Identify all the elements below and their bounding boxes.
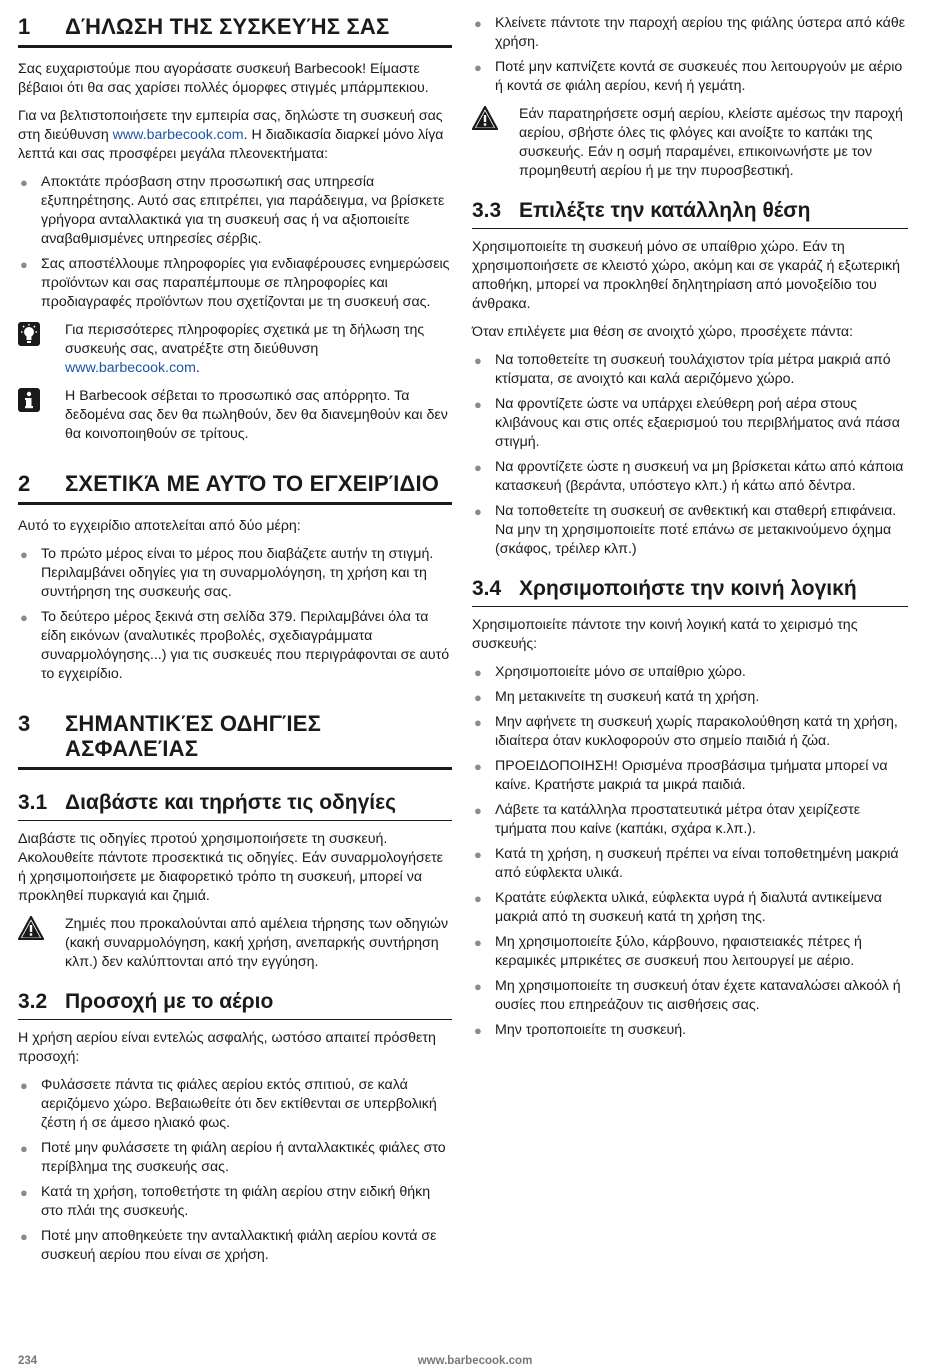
list-item-text: Χρησιμοποιείτε μόνο σε υπαίθριο χώρο.: [495, 664, 746, 680]
subsection-number: 3.3: [472, 199, 502, 222]
list-item: [18, 1227, 452, 1265]
section-title: ΣΧΕΤΙΚΆ ΜΕ ΑΥΤΌ ΤΟ ΕΓΧΕΙΡΊΔΙΟ: [65, 471, 440, 496]
warning-triangle-icon: [18, 915, 65, 972]
section-title-line: ΑΣΦΑΛΕΊΑΣ: [65, 736, 199, 761]
list-item: [18, 173, 452, 249]
warning-text: Εάν παρατηρήσετε οσμή αερίου, κλείστε αμέσως την παροχή αερίου, σβήστε όλες τις φλόγες και ανοίξτε το καπάκι της συσκευής. Εάν η οσμή παραμένει, επικοινωνήστε με τον προμηθευτή αερίου ή με την πυροσβεστική.: [519, 106, 903, 179]
bullet-icon: ●: [20, 1185, 28, 1200]
bullet-icon: ●: [20, 257, 28, 272]
list-item: [472, 889, 908, 927]
list-item-text: Να τοποθετείτε τη συσκευή τουλάχιστον τρία μέτρα μακριά από κτίσματα, σε ανοιχτό και καλά αεριζόμενο χώρο.: [495, 352, 891, 387]
paragraph: Χρησιμοποιείτε πάντοτε την κοινή λογική κατά το χειρισμό της συσκευής:: [472, 617, 858, 652]
subsection-number: 3.2: [18, 990, 48, 1013]
bullet-icon: ●: [474, 759, 482, 774]
bullet-icon: ●: [474, 690, 482, 705]
list-item: [472, 14, 908, 52]
warning-text: Ζημιές που προκαλούνται από αμέλεια τήρησης των οδηγιών (κακή συναρμολόγηση, κακή χρήση, ανεπαρκής συντήρηση κλπ.) δεν καλύπτονται από την εγγύηση.: [65, 916, 449, 970]
bullet-icon: ●: [474, 504, 482, 519]
bullet-icon: ●: [474, 16, 482, 31]
section-1-heading: [18, 14, 452, 48]
bullet-icon: ●: [474, 397, 482, 412]
bullet-icon: ●: [474, 353, 482, 368]
list-item: [472, 845, 908, 883]
list-item: [18, 545, 452, 602]
list-item: [18, 255, 452, 312]
subsection-3-4-heading: [472, 576, 908, 607]
list-item-text: Κατά τη χρήση, τοποθετήστε τη φιάλη αερίου στην ειδική θήκη στο πλάι της συσκευής.: [41, 1184, 431, 1219]
paragraph: Σας ευχαριστούμε που αγοράσατε συσκευή Barbecook! Είμαστε βέβαιοι ότι θα σας χαρίσει πολλές όμορφες στιγμές μπάρμπεκιου.: [18, 61, 429, 96]
right-column: [472, 14, 908, 1049]
bullet-list: [472, 351, 908, 559]
section-title: [65, 711, 321, 761]
bullet-icon: ●: [474, 60, 482, 75]
bullet-icon: ●: [474, 803, 482, 818]
list-item-text: Μη χρησιμοποιείτε τη συσκευή όταν έχετε καταναλώσει αλκοόλ ή ουσίες που επηρεάζουν τις αισθήσεις σας.: [495, 978, 901, 1013]
list-item-text: Σας αποστέλλουμε πληροφορίες για ενδιαφέρουσες ενημερώσεις προϊόντων και σας παραπέμπουμε σε πληροφορίες και προδιαγραφές προϊόντων που σχετίζονται με τη συσκευή σας.: [41, 256, 450, 310]
bullet-list: [472, 14, 908, 96]
subsection-number: 3.1: [18, 791, 48, 814]
list-item: [472, 688, 908, 707]
list-item-text: Να τοποθετείτε τη συσκευή σε ανθεκτική και σταθερή επιφάνεια. Να μην τη χρησιμοποιείτε ποτέ επάνω σε μετακινούμενο όχημα (σκάφος, τρέιλερ κλπ.): [495, 503, 897, 557]
info-text: Η Barbecook σέβεται το προσωπικό σας απόρρητο. Τα δεδομένα σας δεν θα πωληθούν, δεν θα διανεμηθούν και δεν θα κοινοποιηθούν σε τρίτους.: [65, 388, 448, 442]
text: Για περισσότερες πληροφορίες σχετικά με τη δήλωση της συσκευής σας, ανατρέξτε στη διεύθυνση: [65, 322, 425, 357]
bullet-icon: ●: [20, 610, 28, 625]
bullet-icon: ●: [20, 547, 28, 562]
bullet-icon: ●: [474, 1023, 482, 1038]
list-item-text: Μη χρησιμοποιείτε ξύλο, κάρβουνο, ηφαιστειακές πέτρες ή κεραμικές μπρικέτες σε συσκευή που λειτουργεί με αέριο.: [495, 934, 862, 969]
bullet-icon: ●: [474, 847, 482, 862]
paragraph: Η χρήση αερίου είναι εντελώς ασφαλής, ωστόσο απαιτεί πρόσθετη προσοχή:: [18, 1030, 436, 1065]
bullet-icon: ●: [20, 175, 28, 190]
subsection-number: 3.4: [472, 577, 502, 600]
list-item-text: Κλείνετε πάντοτε την παροχή αερίου της φιάλης ύστερα από κάθε χρήση.: [495, 15, 906, 50]
list-item: [18, 1183, 452, 1221]
info-icon: [18, 387, 65, 444]
list-item-text: Να φροντίζετε ώστε η συσκευή να μη βρίσκεται κάτω από κάποια κατασκευή (βεράντα, υπόστεγο κλπ.) ή κάτω από δέντρα.: [495, 459, 904, 494]
text: . Η διαδικασία διαρκεί μόνο λίγα λεπτά και σας προσφέρει μεγάλα πλεονεκτήματα:: [18, 127, 444, 162]
list-item: [18, 1076, 452, 1133]
list-item-text: Αποκτάτε πρόσβαση στην προσωπική σας υπηρεσία εξυπηρέτησης. Αυτό σας επιτρέπει, για παράδειγμα, να βρίσκετε γρήγορα ανταλλακτικά για τη συσκευή σας ή να αξιοποιείτε αναβαθμισμένες υπηρεσίες σέρβις.: [41, 174, 445, 247]
left-column: [18, 14, 452, 1274]
barbecook-link[interactable]: www.barbecook.com: [112, 127, 244, 143]
section-number: 3: [18, 711, 31, 736]
list-item-text: Ποτέ μην καπνίζετε κοντά σε συσκευές που λειτουργούν με αέριο ή κοντά σε φιάλη αερίου, κενή ή γεμάτη.: [495, 59, 903, 94]
bullet-icon: ●: [474, 460, 482, 475]
page-number: 234: [18, 1355, 38, 1367]
footer-url: www.barbecook.com: [417, 1355, 533, 1367]
warning-note: [472, 105, 908, 181]
section-number: 2: [18, 471, 31, 496]
tip-text: [65, 321, 452, 378]
list-item-text: Το δεύτερο μέρος ξεκινά στη σελίδα 379. Περιλαμβάνει όλα τα είδη εικόνων (αναλυτικές προβολές, σχεδιαγράμματα συναρμολόγησης...) για τις συσκευές που περιγράφονται σε αυτό το εγχειρίδιο.: [41, 609, 450, 682]
paragraph: Όταν επιλέγετε μια θέση σε ανοιχτό χώρο, προσέχετε πάντα:: [472, 324, 854, 340]
paragraph: Χρησιμοποιείτε τη συσκευή μόνο σε υπαίθριο χώρο. Εάν τη χρησιμοποιήσετε σε κλειστό χώρο, ακόμη και σε γκαράζ ή εξωτερική αποθήκη, μπορεί να προκληθεί δηλητηρίαση από μονοξείδιο του άνθρακα.: [472, 239, 900, 312]
list-item: [472, 757, 908, 795]
list-item: [472, 977, 908, 1015]
section-3-heading: [18, 711, 452, 770]
bullet-icon: ●: [474, 979, 482, 994]
list-item-text: Λάβετε τα κατάλληλα προστατευτικά μέτρα όταν χειρίζεστε τμήματα που καίνε (καπάκι, σχάρα κ.λπ.).: [495, 802, 861, 837]
subsection-title: Διαβάστε και τηρήστε τις οδηγίες: [65, 791, 397, 814]
subsection-title: Χρησιμοποιήστε την κοινή λογική: [519, 577, 857, 600]
lightbulb-icon: [18, 321, 65, 378]
subsection-3-3-heading: [472, 198, 908, 229]
list-item: [472, 713, 908, 751]
subsection-3-2-heading: [18, 989, 452, 1020]
section-number: 1: [18, 14, 31, 39]
list-item-text: Ποτέ μην αποθηκεύετε την ανταλλακτική φιάλη αερίου κοντά σε συσκευή αερίου που είναι σε χρήση.: [41, 1228, 437, 1263]
list-item: [472, 351, 908, 389]
subsection-title: Επιλέξτε την κατάλληλη θέση: [519, 199, 811, 222]
bullet-icon: ●: [474, 935, 482, 950]
paragraph: [18, 107, 452, 164]
bullet-list: [472, 663, 908, 1040]
list-item: [472, 663, 908, 682]
list-item-text: Κρατάτε εύφλεκτα υλικά, εύφλεκτα υγρά ή διαλυτά αντικείμενα μακριά από τη συσκευή κατά τη χρήση της.: [495, 890, 882, 925]
list-item-text: Ποτέ μην φυλάσσετε τη φιάλη αερίου ή ανταλλακτικές φιάλες στο περίβλημα της συσκευής σας.: [41, 1140, 446, 1175]
subsection-title: Προσοχή με το αέριο: [65, 990, 274, 1013]
paragraph: Αυτό το εγχειρίδιο αποτελείται από δύο μέρη:: [18, 518, 301, 534]
list-item-text: Μην τροποποιείτε τη συσκευή.: [495, 1022, 687, 1038]
bullet-icon: ●: [20, 1078, 28, 1093]
subsection-3-1-heading: [18, 790, 452, 821]
text: .: [195, 360, 200, 376]
list-item-text: Το πρώτο μέρος είναι το μέρος που διαβάζετε αυτήν τη στιγμή. Περιλαμβάνει οδηγίες για τη συναρμολόγηση, τη χρήση και τη συντήρηση της συσκευής σας.: [41, 546, 434, 600]
bullet-icon: ●: [20, 1141, 28, 1156]
section-title: ΔΉΛΩΣΗ ΤΗΣ ΣΥΣΚΕΥΉΣ ΣΑΣ: [65, 14, 390, 39]
list-item: [472, 58, 908, 96]
bullet-icon: ●: [474, 891, 482, 906]
list-item: [472, 395, 908, 452]
bullet-list: [18, 545, 452, 684]
bullet-icon: ●: [20, 1229, 28, 1244]
list-item: [472, 801, 908, 839]
section-2-heading: [18, 471, 452, 505]
list-item: [18, 608, 452, 684]
list-item-text: Μην αφήνετε τη συσκευή χωρίς παρακολούθηση κατά τη χρήση, ιδιαίτερα όταν κυκλοφορούν στο σημείο παιδιά ή ζώα.: [495, 714, 898, 749]
list-item-text: Μη μετακινείτε τη συσκευή κατά τη χρήση.: [495, 689, 760, 705]
info-note: [18, 387, 452, 444]
list-item: [472, 933, 908, 971]
section-title-line: ΣΗΜΑΝΤΙΚΈΣ ΟΔΗΓΊΕΣ: [65, 711, 322, 736]
warning-note: [18, 915, 452, 972]
list-item: [472, 1021, 908, 1040]
list-item-text: Να φροντίζετε ώστε να υπάρχει ελεύθερη ροή αέρα στους κλιβάνους και στις οπές εξαερισμού του περιβλήματος ανά πάσα στιγμή.: [495, 396, 900, 450]
warning-triangle-icon: [472, 105, 519, 181]
list-item: [472, 502, 908, 559]
barbecook-link[interactable]: www.barbecook.com: [65, 360, 196, 376]
list-item: [18, 1139, 452, 1177]
list-item-text: Κατά τη χρήση, η συσκευή πρέπει να είναι τοποθετημένη μακριά από εύφλεκτα υλικά.: [495, 846, 899, 881]
bullet-list: [18, 173, 452, 312]
list-item-text: Φυλάσσετε πάντα τις φιάλες αερίου εκτός σπιτιού, σε καλά αεριζόμενο χώρο. Βεβαιωθείτε ότι δεν εκτίθενται σε υπερβολική ζέστη ή σε άμεσο ηλιακό φως.: [41, 1077, 437, 1131]
paragraph: Διαβάστε τις οδηγίες προτού χρησιμοποιήσετε τη συσκευή. Ακολουθείτε πάντοτε προσεκτικά τις οδηγίες. Εάν συναρμολογήσετε ή χρησιμοποιήσετε με διαφορετικό τρόπο τη συσκευή, μπορεί να προκληθεί πυρκαγιά και ζημιά.: [18, 831, 444, 904]
list-item-text: ΠΡΟΕΙΔΟΠΟΙΗΣΗ! Ορισμένα προσβάσιμα τμήματα μπορεί να καίνε. Κρατήστε μακριά τα μικρά παιδιά.: [495, 758, 888, 793]
text: Για να βελτιστοποιήσετε την εμπειρία σας, δηλώστε τη συσκευή σας στη διεύθυνση: [18, 108, 443, 143]
bullet-list: [18, 1076, 452, 1265]
tip-note: [18, 321, 452, 378]
list-item: [472, 458, 908, 496]
bullet-icon: ●: [474, 665, 482, 680]
bullet-icon: ●: [474, 715, 482, 730]
